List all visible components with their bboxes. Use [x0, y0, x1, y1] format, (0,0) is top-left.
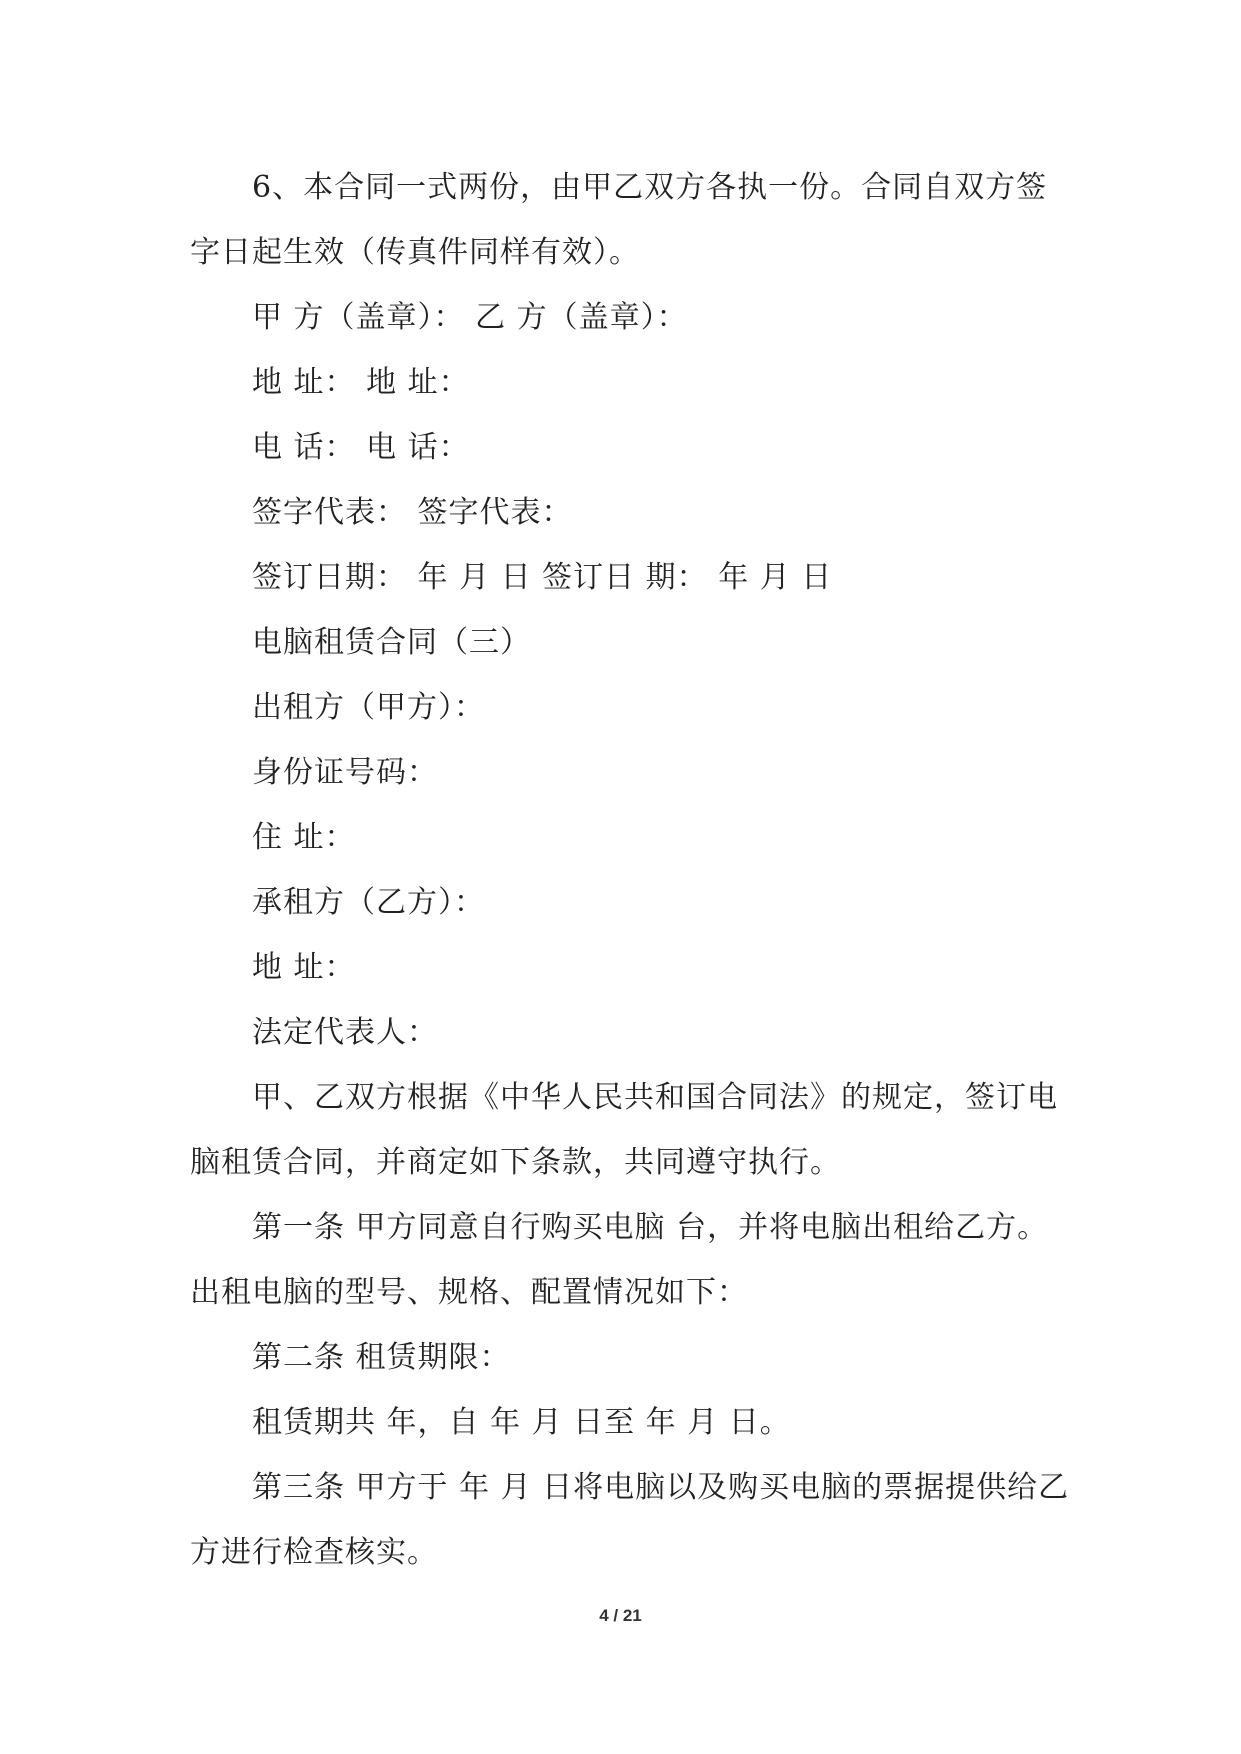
paragraph-legal-representative: 法定代表人：	[252, 1015, 438, 1050]
paragraph-lease-term: 租赁期共 年，自 年 月 日至 年 月 日。	[252, 1405, 791, 1440]
paragraph-effective-clause: 6、本合同一式两份，由甲乙双方各执一份。合同自双方签字日起生效（传真件同样有效）。	[190, 170, 1048, 270]
paragraph-article-3: 第三条 甲方于 年 月 日将电脑以及购买电脑的票据提供给乙方进行检查核实。	[190, 1470, 1070, 1570]
contract-title: 电脑租赁合同（三）	[252, 625, 531, 660]
paragraph-sign-dates: 签订日期： 年 月 日 签订日 期： 年 月 日	[252, 560, 833, 595]
paragraph-article-1: 第一条 甲方同意自行购买电脑 台，并将电脑出租给乙方。出租电脑的型号、规格、配置情况如下：	[190, 1210, 1049, 1310]
paragraph-preamble: 甲、乙双方根据《中华人民共和国合同法》的规定，签订电脑租赁合同，并商定如下条款，共同遵守执行。	[190, 1080, 1058, 1180]
paragraph-residence: 住 址：	[252, 820, 356, 855]
paragraph-party-seals: 甲 方（盖章）： 乙 方（盖章）：	[252, 300, 688, 335]
paragraph-lessee: 承租方（乙方）：	[252, 885, 485, 920]
paragraph-lessor: 出租方（甲方）：	[252, 690, 485, 725]
paragraph-article-2: 第二条 租赁期限：	[252, 1340, 511, 1375]
paragraph-signatories: 签字代表： 签字代表：	[252, 495, 573, 530]
page-number: 4 / 21	[599, 1606, 642, 1625]
paragraph-lessee-address: 地 址：	[252, 950, 356, 985]
document-body	[190, 155, 1070, 1585]
paragraph-phones: 电 话： 电 话：	[252, 430, 470, 465]
paragraph-addresses: 地 址： 地 址：	[252, 365, 470, 400]
paragraph-id-number: 身份证号码：	[252, 755, 438, 790]
